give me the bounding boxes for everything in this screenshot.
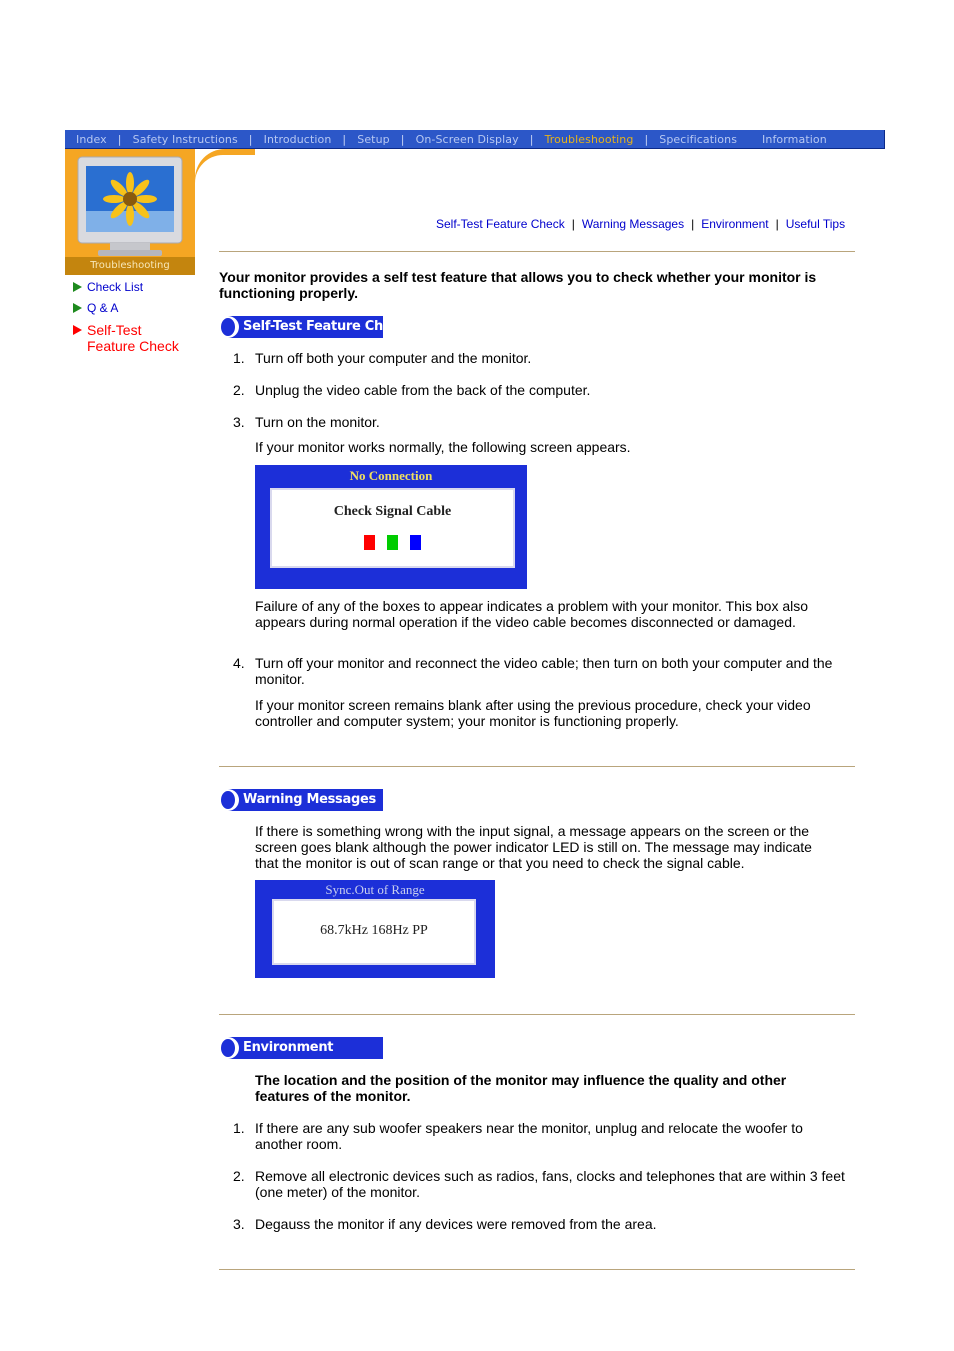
nav-separator: |: [529, 132, 534, 146]
step-note: If your monitor works normally, the following screen appears.: [255, 439, 631, 455]
nav-setup[interactable]: Setup: [357, 132, 390, 146]
nav-troubleshooting[interactable]: Troubleshooting: [544, 132, 634, 146]
section-heading-label: Environment: [243, 1040, 334, 1055]
subnav-useful-tips[interactable]: Useful Tips: [785, 217, 846, 231]
osd-sync-out-of-range-box: [255, 880, 495, 978]
nav-introduction[interactable]: Introduction: [263, 132, 332, 146]
monitor-illustration: [76, 157, 184, 257]
green-test-square: [387, 535, 398, 550]
nav-separator: |: [644, 132, 649, 146]
step-note: If your monitor screen remains blank after using the previous procedure, check your video controller and computer system; your monitor is functioning properly.: [255, 697, 811, 729]
sidebar-item-label: Q & A: [87, 301, 119, 315]
osd-inner-panel: [272, 899, 476, 965]
arrow-right-icon: [73, 303, 82, 313]
subnav-environment[interactable]: Environment: [701, 217, 769, 231]
blue-test-square: [410, 535, 421, 550]
warning-text: If there is something wrong with the input signal, a message appears on the screen or the screen goes blank although the power indicator LED is still on. The message may indicate that the monitor is out of scan range or that you need to check the signal cable.: [255, 823, 812, 871]
osd-title: Sync.Out of Range: [325, 882, 425, 897]
osd-message: 68.7kHz 168Hz PP: [320, 923, 428, 938]
heading-bullet-icon: [219, 1037, 239, 1059]
divider: [219, 1269, 855, 1270]
nav-specifications[interactable]: Specifications: [659, 132, 738, 146]
sidebar-section-label: Troubleshooting: [65, 257, 195, 275]
nav-separator: |: [248, 132, 253, 146]
section-heading-warning-messages: [219, 789, 383, 811]
sidebar-item-label: Self-Test Feature Check: [87, 322, 179, 354]
sidebar-menu: [72, 280, 202, 360]
arrow-right-icon: [73, 282, 82, 292]
subnav-separator: |: [775, 217, 779, 231]
sidebar-item-self-test[interactable]: [72, 322, 202, 354]
osd-explanation: Failure of any of the boxes to appear indicates a problem with your monitor. This box also appears during normal operation if the video cable becomes disconnected or damaged.: [255, 598, 809, 630]
nav-separator: |: [342, 132, 347, 146]
environment-lead: The location and the position of the monitor may influence the quality and other features of the monitor.: [255, 1072, 787, 1104]
sidebar-header-curve: [195, 149, 225, 187]
sidebar-item-check-list[interactable]: [72, 280, 202, 295]
section-heading-label: Warning Messages: [243, 792, 376, 807]
nav-index[interactable]: Index: [76, 132, 107, 146]
sidebar-item-q-and-a[interactable]: [72, 301, 202, 316]
osd-inner-panel: [270, 488, 515, 568]
divider: [219, 251, 855, 252]
red-test-square: [364, 535, 375, 550]
osd-title: No Connection: [349, 468, 433, 483]
divider: [219, 1014, 855, 1015]
osd-no-connection-box: [255, 465, 527, 589]
heading-bullet-icon: [219, 316, 239, 338]
heading-bullet-icon: [219, 789, 239, 811]
section-heading-self-test: [219, 316, 408, 338]
arrow-right-icon: [73, 325, 82, 335]
top-navigation-bar: [65, 130, 885, 149]
nav-separator: |: [400, 132, 405, 146]
intro-text: Your monitor provides a self test feature that allows you to check whether your monitor is functioning properly.: [219, 269, 817, 301]
nav-separator: |: [117, 132, 122, 146]
subnav-warning-messages[interactable]: Warning Messages: [581, 217, 685, 231]
section-heading-label: Self-Test Feature Check: [243, 319, 408, 334]
divider: [219, 766, 855, 767]
section-heading-environment: [219, 1037, 383, 1059]
sub-navigation: [436, 217, 866, 231]
nav-information[interactable]: Information: [762, 132, 827, 146]
subnav-separator: |: [571, 217, 575, 231]
subnav-separator: |: [691, 217, 695, 231]
sidebar-item-label: Check List: [87, 280, 144, 294]
subnav-self-test-feature-check[interactable]: Self-Test Feature Check: [436, 217, 565, 231]
nav-safety-instructions[interactable]: Safety Instructions: [132, 132, 238, 146]
osd-message: Check Signal Cable: [333, 504, 452, 519]
nav-on-screen-display[interactable]: On-Screen Display: [415, 132, 519, 146]
